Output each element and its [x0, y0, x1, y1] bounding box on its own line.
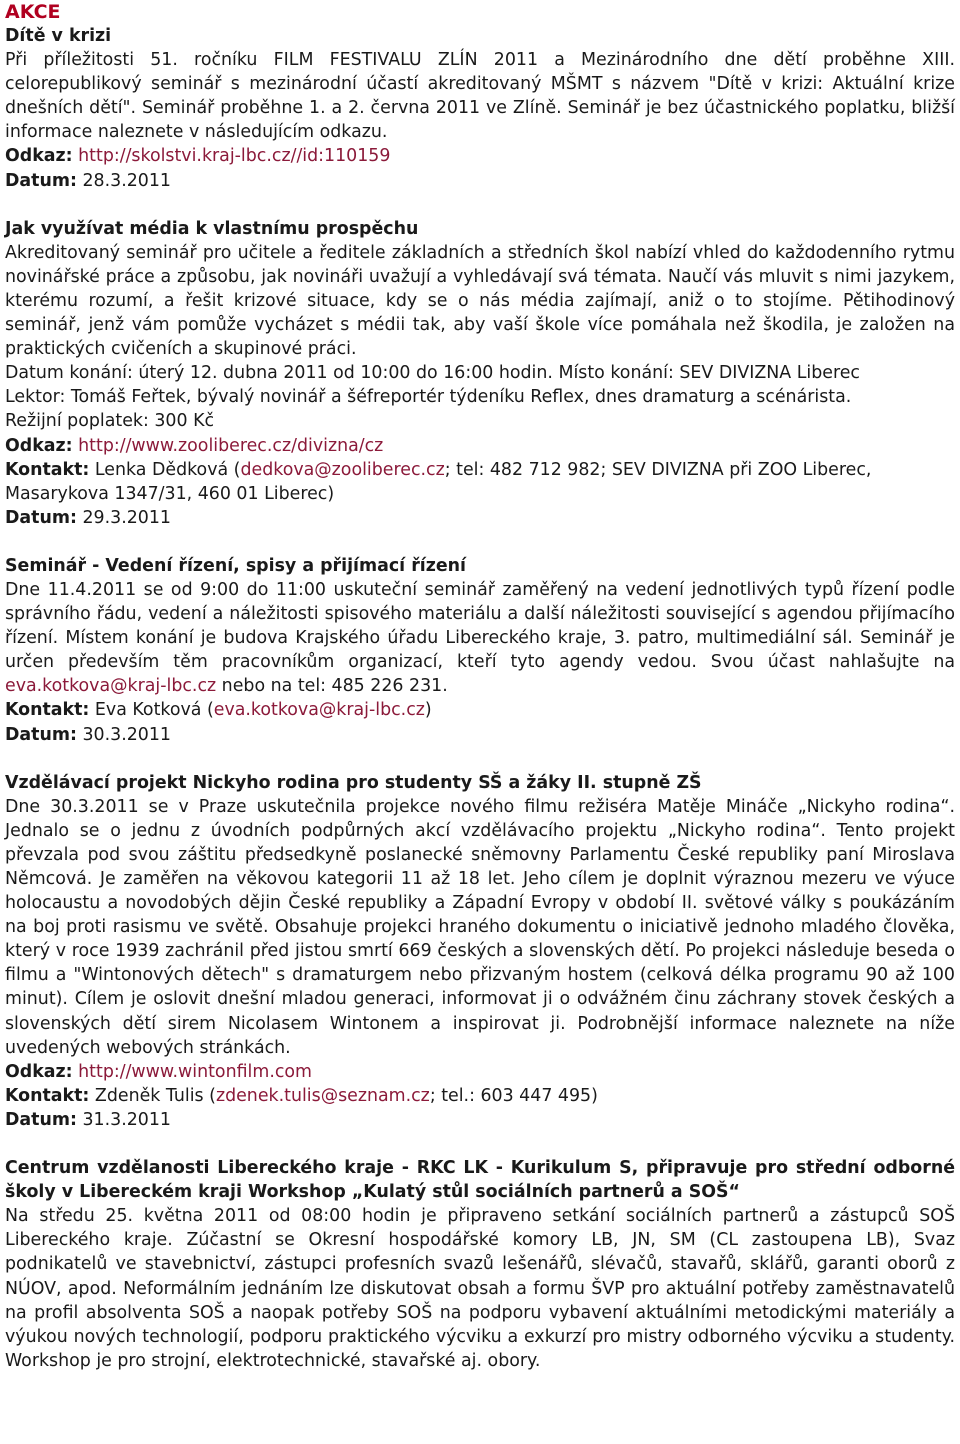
link-label: Odkaz:: [5, 146, 73, 167]
contact-text-rest: ): [424, 700, 432, 721]
contact-text: Lenka Dědková (: [94, 459, 241, 480]
article-link-line: [5, 434, 955, 458]
article-link[interactable]: http://www.wintonfilm.com: [78, 1061, 312, 1082]
contact-text: Eva Kotková (: [94, 700, 214, 721]
article-date-line: [5, 1108, 955, 1132]
article-contact-line: [5, 698, 955, 722]
event-fee-line: Režijní poplatek: 300 Kč: [5, 411, 215, 432]
article-title: Jak využívat média k vlastnímu prospěchu: [5, 218, 419, 239]
article-body: [5, 578, 955, 698]
event-lector-line: Lektor: Tomáš Feřtek, bývalý novinář a šéfreportér týdeníku Reflex, dnes dramaturg a scénárista.: [5, 387, 852, 408]
date-label: Datum:: [5, 724, 77, 745]
link-label: Odkaz:: [5, 435, 73, 456]
article-title: Dítě v krizi: [5, 26, 112, 46]
article-link[interactable]: http://skolstvi.kraj-lbc.cz//id:110159: [78, 146, 391, 167]
article-item: [5, 554, 955, 747]
article-link[interactable]: http://www.zooliberec.cz/divizna/cz: [78, 435, 384, 456]
section-label: AKCE: [5, 1, 61, 23]
contact-email-link[interactable]: dedkova@zooliberec.cz: [240, 459, 445, 480]
date-label: Datum:: [5, 1109, 77, 1130]
article-date: 31.3.2011: [82, 1109, 171, 1130]
article-body-text: Dne 11.4.2011 se od 9:00 do 11:00 uskuteční seminář zaměřený na vedení jednotlivých typů řízení podle správního řádu, vedení a náležitosti spisového materiálu a další náležitosti související s agendou přijímacího řízení. Místem konání je budova Krajského úřadu Libereckého kraje, 3. patro, multimediální sál. Seminář je určen především těm pracovníkům organizací, kteří tyto agendy vedou. Svou účast nahlašujte na: [5, 579, 955, 673]
article-date-line: [5, 169, 955, 193]
article-item: [5, 1156, 955, 1373]
article-contact-line: [5, 458, 955, 506]
event-when-line: Datum konání: úterý 12. dubna 2011 od 10:00 do 16:00 hodin. Místo konání: SEV DIVIZNA Liberec: [5, 363, 860, 384]
contact-email-link[interactable]: eva.kotkova@kraj-lbc.cz: [213, 700, 425, 721]
body-email-link[interactable]: eva.kotkova@kraj-lbc.cz: [5, 676, 217, 697]
contact-text: Zdeněk Tulis (: [94, 1085, 216, 1106]
contact-label: Kontakt:: [5, 700, 90, 721]
article-item: [5, 24, 955, 193]
article-body: Akreditovaný seminář pro učitele a ředitele základních a středních škol nabízí vhled do každodenního rytmu novinářské práce a způsobu, jak novináři uvažují a vyhledávají svá témata. Naučí vás mluvit s nimi jazykem, kterému rozumí, a řešit krizové situace, kdy se o nás média zajímají, aniž o to stojíme. Pětihodinový seminář, jenž vám pomůže vycházet s médii tak, aby vaší škole více pomáhala než škodila, je založen na praktických cvičeních a skupinové práci.: [5, 242, 955, 360]
article-body-text-rest: nebo na tel: 485 226 231.: [216, 676, 448, 697]
contact-text-rest: ; tel.: 603 447 495): [429, 1085, 598, 1106]
article-title: Centrum vzdělanosti Libereckého kraje - RKC LK - Kurikulum S, připravuje pro střední odborné školy v Libereckém kraji Workshop „Kulatý stůl sociálních partnerů a SOŠ“: [5, 1158, 955, 1203]
article-body: Dne 30.3.2011 se v Praze uskutečnila projekce nového filmu režiséra Matěje Mináče „Nickyho rodina“. Jednalo se o jednu z úvodních podpůrných akcí vzdělávacího projektu „Nickyho rodina“. Tento projekt převzala pod svou záštitu předsedkyně poslanecké sněmovny Parlamentu České republiky paní Miroslava Němcová. Je zaměřen na věkovou kategorii 11 až 18 let. Jeho cílem je doplnit výraznou mezeru ve výuce holocaustu a novodobých dějin České republiky a Západní Evropy v období II. světové války s poukázáním na boj proti rasismu ve světě. Obsahuje projekci hraného dokumentu o iniciativě jednoho mladého člověka, který v roce 1939 zachránil před jistou smrtí 669 českých a slovenských dětí. Po projekci následuje beseda o filmu a "Wintonových dětech" s dramaturgem nebo přizvaným hostem (celková délka programu 90 až 100 minut). Cílem je oslovit dnešní mladou generaci, informovat ji o odvážném činu záchrany stovek českých a slovenských dětí sirem Nicolasem Wintonem a inspirovat ji. Podrobnější informace naleznete na níže uvedených webových stránkách.: [5, 796, 955, 1058]
article-link-line: [5, 1060, 955, 1084]
document-page: [5, 0, 955, 1373]
date-label: Datum:: [5, 507, 77, 528]
article-contact-line: [5, 1084, 955, 1108]
article-body: Při příležitosti 51. ročníku FILM FESTIVALU ZLÍN 2011 a Mezinárodního dne dětí proběhne XIII. celorepublikový seminář s mezinárodní účastí akreditovaný MŠMT s názvem "Dítě v krizi: Aktuální krize dnešních dětí". Seminář proběhne 1. a 2. června 2011 ve Zlíně. Seminář je bez účastnického poplatku, bližší informace naleznete v následujícím odkazu.: [5, 50, 955, 143]
article-title: Vzdělávací projekt Nickyho rodina pro studenty SŠ a žáky II. stupně ZŠ: [5, 772, 702, 793]
contact-email-link[interactable]: zdenek.tulis@seznam.cz: [215, 1085, 430, 1106]
article-date-line: [5, 723, 955, 747]
article-date-line: [5, 506, 955, 530]
article-link-line: [5, 144, 955, 168]
contact-label: Kontakt:: [5, 459, 90, 480]
article-item: [5, 771, 955, 1132]
article-date: 30.3.2011: [82, 724, 171, 745]
date-label: Datum:: [5, 170, 77, 191]
article-date: 28.3.2011: [82, 170, 171, 191]
article-body: Na středu 25. května 2011 od 08:00 hodin je připraveno setkání sociálních partnerů a zástupců SOŠ Libereckého kraje. Zúčastní se Okresní hospodářské komory LB, JN, SM (CL zastoupena LB), Svaz podnikatelů ve stavebnictví, zástupci profesních svazů lešenářů, slévačů, stavařů, sklářů, garanti oborů z NÚOV, apod. Neformálním jednáním lze diskutovat obsah a formu ŠVP pro aktuální potřeby zaměstnavatelů na profil absolventa SOŠ a naopak potřeby SOŠ na podporu vybavení aktuálními metodickými materiály a výukou nových technologií, podporu praktického výcviku a exkurzí pro mistry odborného výcviku a studenty. Workshop je pro strojní, elektrotechnické, stavařské aj. obory.: [5, 1206, 955, 1371]
article-date: 29.3.2011: [82, 507, 171, 528]
article-item: [5, 217, 955, 530]
article-title: Seminář - Vedení řízení, spisy a přijímací řízení: [5, 555, 466, 576]
contact-text-rest: ; tel: 482 712 982; SEV DIVIZNA při ZOO Liberec, Masarykova 1347/31, 460 01 Liberec): [5, 459, 872, 504]
contact-label: Kontakt:: [5, 1085, 90, 1106]
link-label: Odkaz:: [5, 1061, 73, 1082]
